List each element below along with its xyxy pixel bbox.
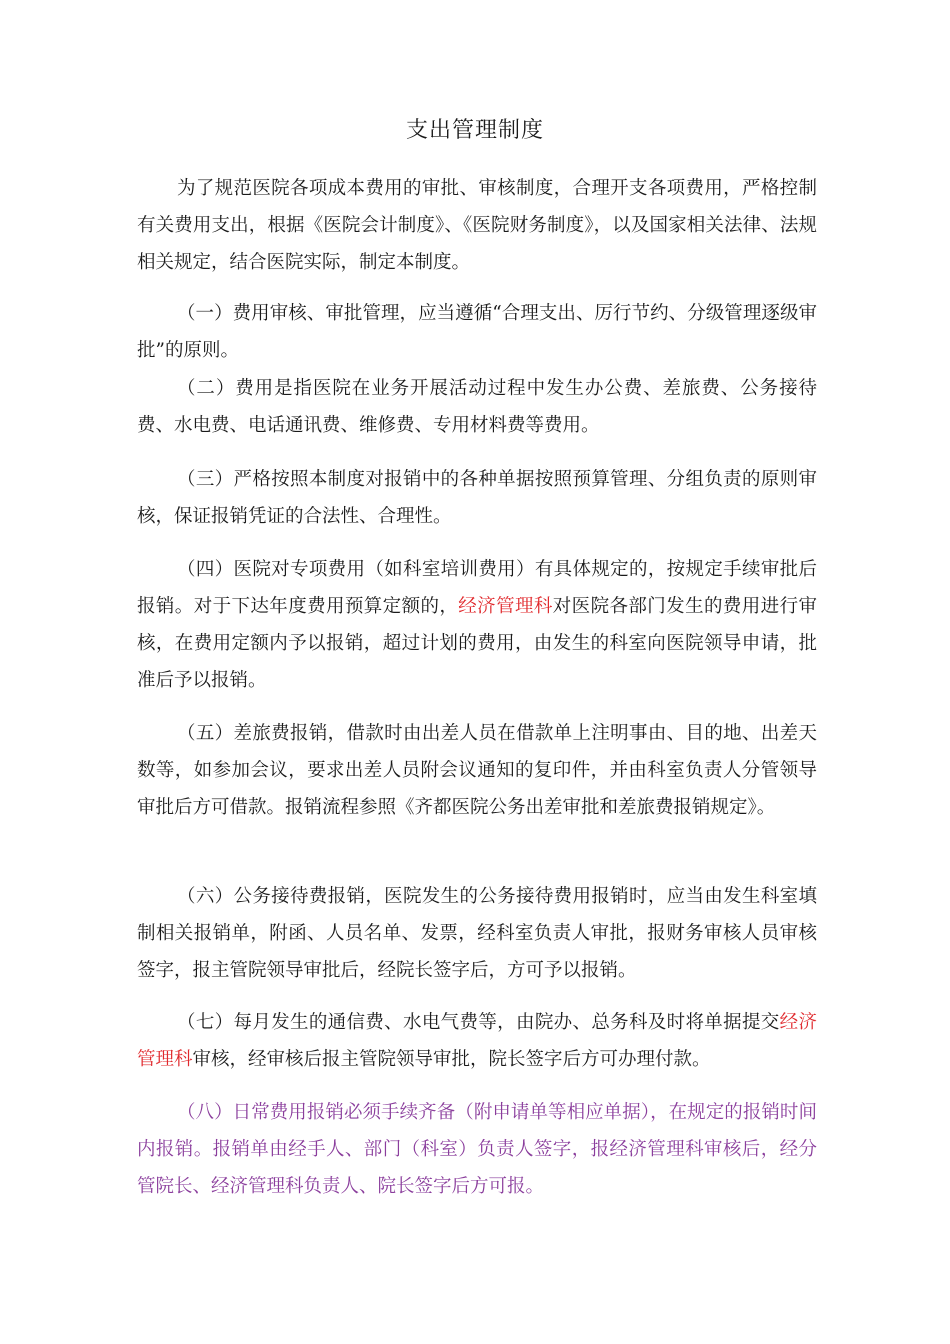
clause-7-text-a: （七）每月发生的通信费、水电气费等，由院办、总务科及时将单据提交: [177, 1012, 780, 1033]
clause-6: （六）公务接待费报销，医院发生的公务接待费用报销时，应当由发生科室填制相关报销单，附函、人员名单、发票，经科室负责人审批，报财务审核人员审核签字，报主管院领导审批后，经院长签字后，方可予以报销。: [137, 886, 817, 981]
clause-7-text-b: 审核，经审核后报主管院领导审批，院长签字后方可办理付款。: [192, 1049, 711, 1070]
clause-4-highlight: 经济管理科: [458, 596, 553, 617]
clause-4: [137, 551, 817, 699]
clause-3: （三）严格按照本制度对报销中的各种单据按照预算管理、分组负责的原则审核，保证报销凭证的合法性、合理性。: [137, 469, 817, 527]
clause-2: （二）费用是指医院在业务开展活动过程中发生办公费、差旅费、公务接待费、水电费、电话通讯费、维修费、专用材料费等费用。: [137, 378, 817, 436]
clause-4-text-b: 对医院各部门发生的费用进行审核，在费用定额内予以报销，超过计划的费用，由发生的科室向医院领导申请，批准后予以报销。: [137, 596, 817, 691]
intro-paragraph: 为了规范医院各项成本费用的审批、审核制度，合理开支各项费用，严格控制有关费用支出，根据《医院会计制度》、《医院财务制度》，以及国家相关法律、法规相关规定，结合医院实际，制定本制度。: [137, 178, 817, 273]
clause-7: [137, 1004, 817, 1078]
clause-8: （八）日常费用报销必须手续齐备（附申请单等相应单据），在规定的报销时间内报销。报销单由经手人、部门（科室）负责人签字，报经济管理科审核后，经分管院长、经济管理科负责人、院长签字后方可报。: [137, 1102, 817, 1197]
clause-4-text-a: （四）医院对专项费用（如科室培训费用）有具体规定的，按规定手续审批后报销。对于下达年度费用预算定额的，: [137, 559, 817, 617]
clause-1: （一）费用审核、审批管理，应当遵循“合理支出、厉行节约、分级管理逐级审批”的原则。: [137, 303, 817, 361]
page-title: 支出管理制度: [405, 118, 544, 143]
clause-5: （五）差旅费报销，借款时由出差人员在借款单上注明事由、目的地、出差天数等，如参加会议，要求出差人员附会议通知的复印件，并由科室负责人分管领导审批后方可借款。报销流程参照《齐都医院公务出差审批和差旅费报销规定》。: [137, 723, 817, 818]
clause-7-highlight: 经济管理科: [137, 1012, 817, 1070]
